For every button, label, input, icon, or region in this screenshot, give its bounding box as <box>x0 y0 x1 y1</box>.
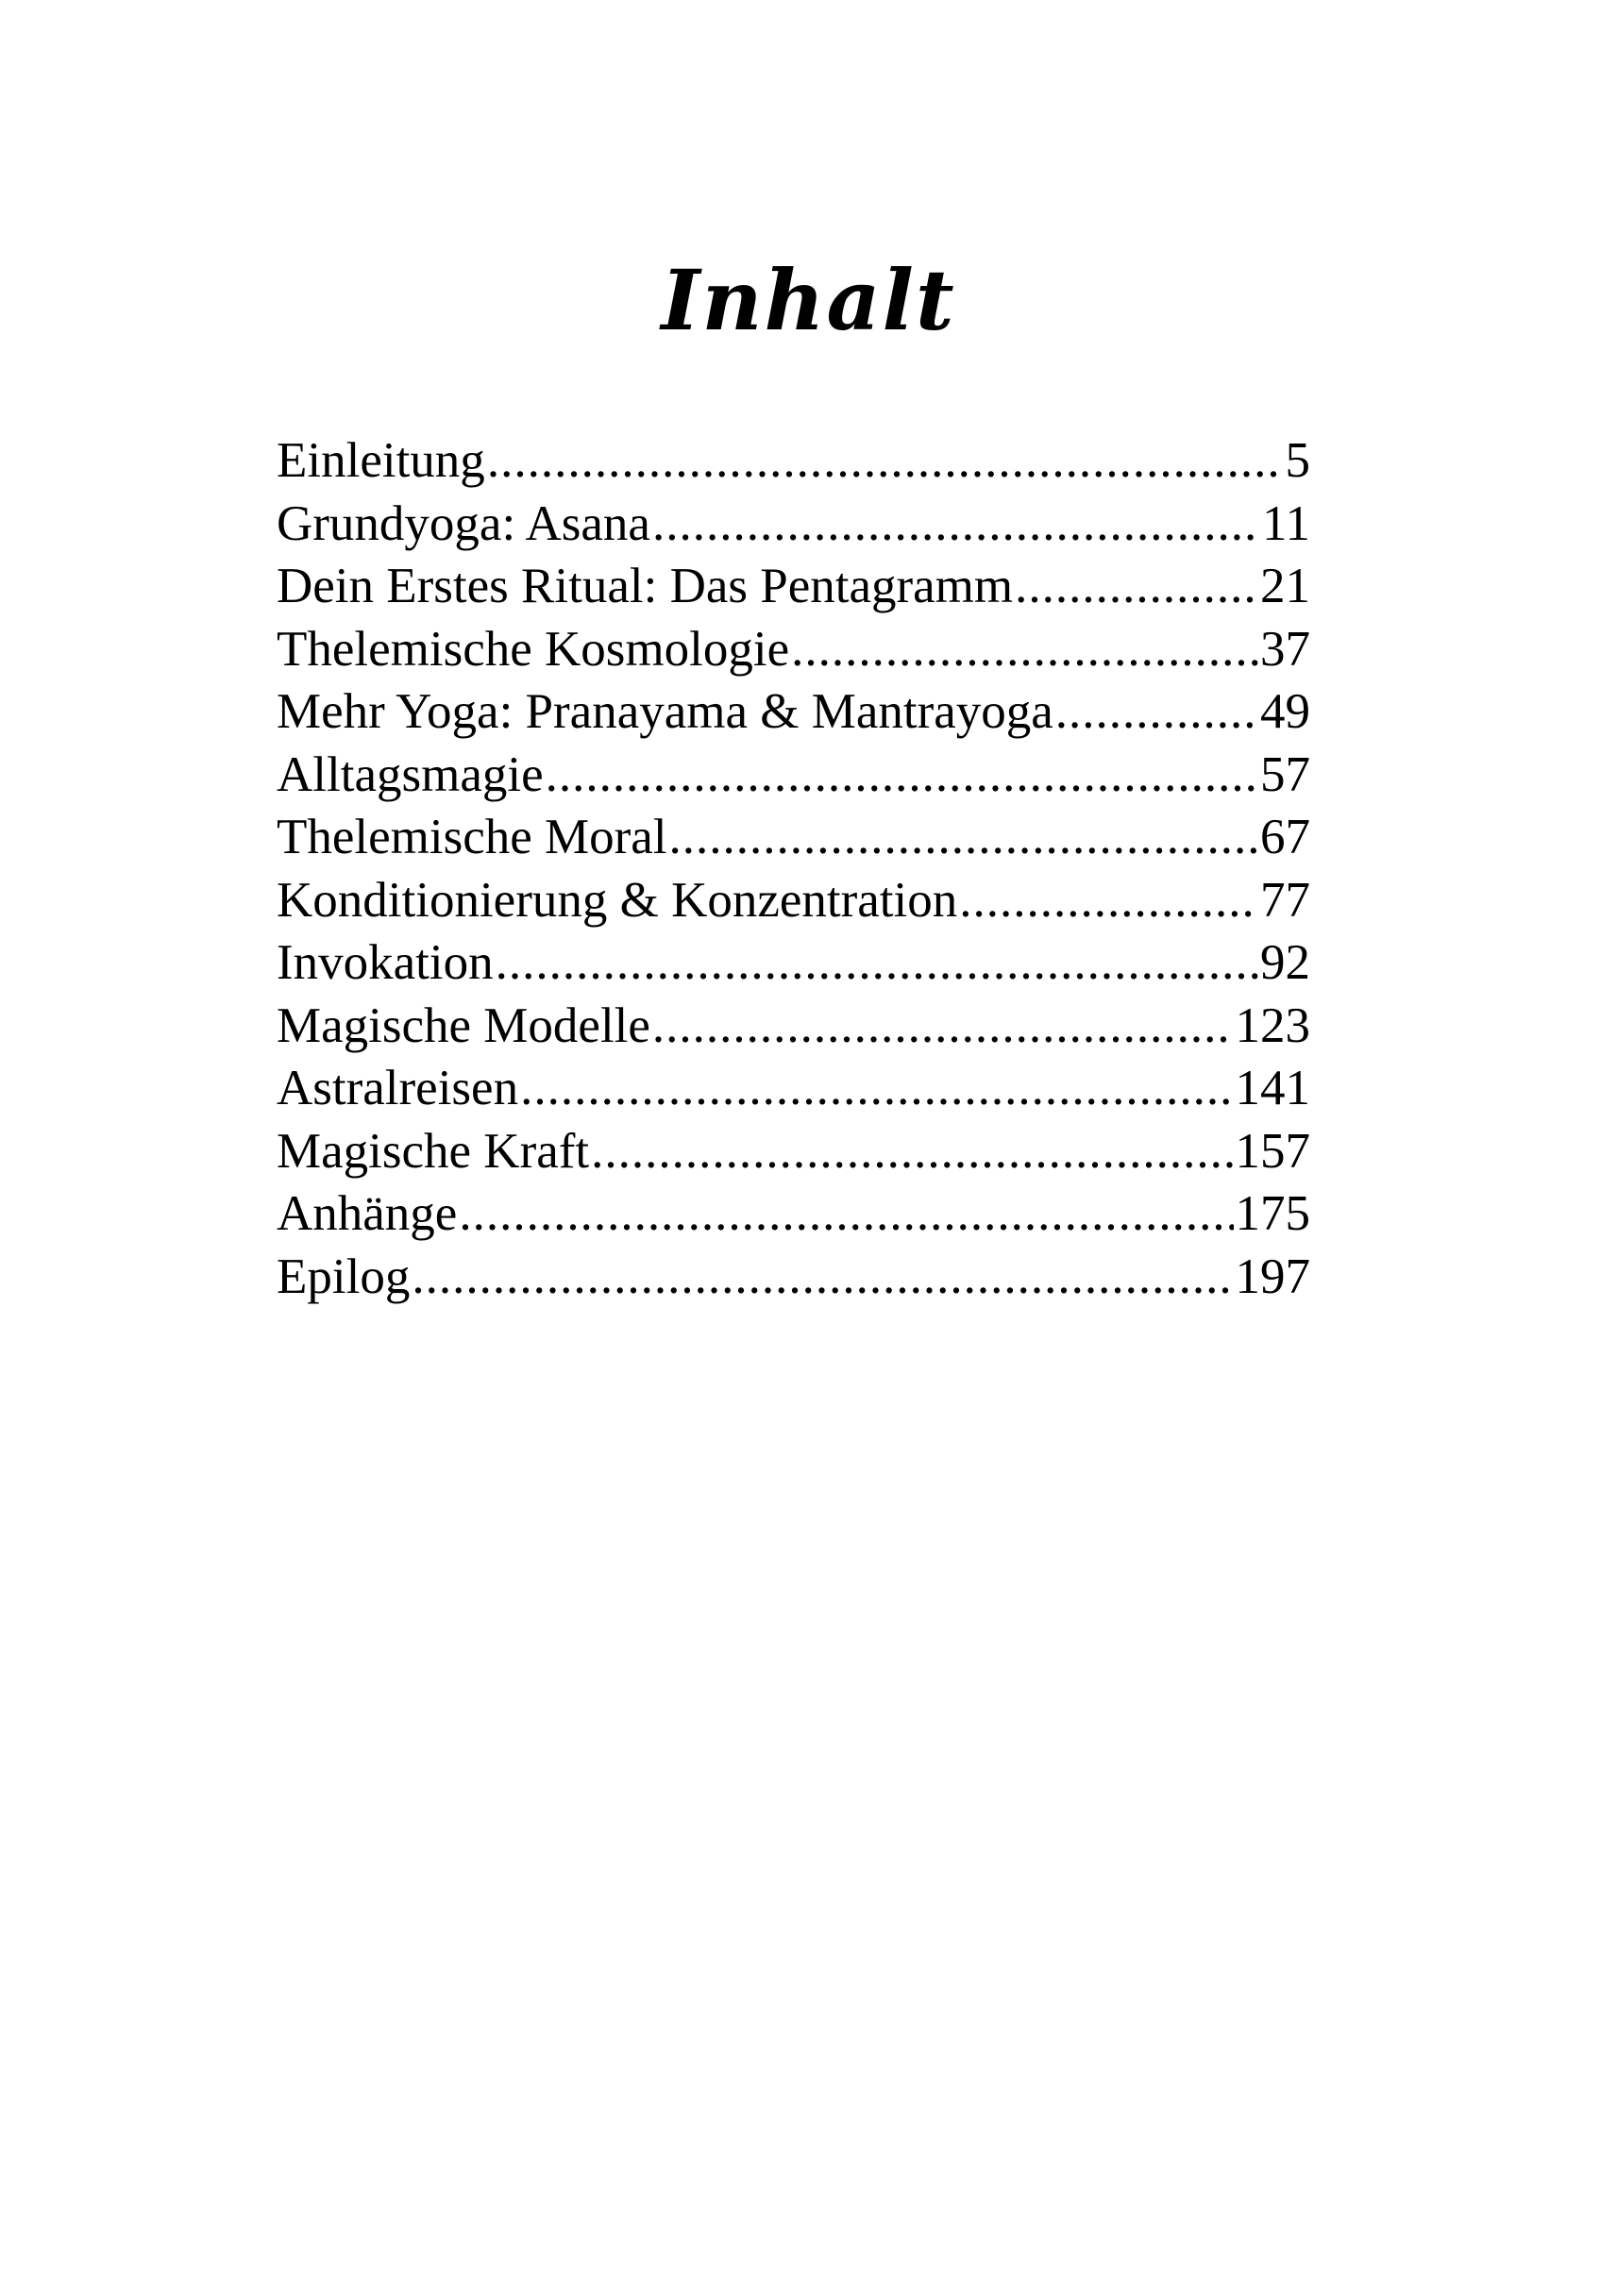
toc-entry-page: 123 <box>1235 997 1310 1053</box>
dot-leader <box>652 493 1260 556</box>
dot-leader <box>459 1182 1233 1246</box>
page-title: Inhalt <box>661 250 956 349</box>
dot-leader <box>412 1246 1233 1309</box>
toc-entry-label: Anhänge <box>277 1186 458 1241</box>
toc-entry-page: 157 <box>1235 1123 1310 1179</box>
toc-entry <box>277 429 1310 493</box>
toc-entry-label: Magische Modelle <box>277 997 650 1053</box>
toc-entry-page: 49 <box>1260 684 1310 739</box>
dot-leader <box>652 995 1234 1058</box>
toc-entry-page: 141 <box>1235 1061 1310 1115</box>
toc-entry <box>277 1120 1310 1183</box>
toc-entry-label: Thelemische Moral <box>277 810 667 864</box>
toc-entry <box>277 806 1310 869</box>
dot-leader <box>791 618 1258 681</box>
dot-leader <box>1055 680 1258 744</box>
toc-entry-page: 197 <box>1235 1249 1310 1304</box>
dot-leader <box>669 806 1258 869</box>
dot-leader <box>487 429 1284 493</box>
dot-leader <box>591 1120 1233 1183</box>
table-of-contents <box>277 429 1310 1308</box>
toc-entry <box>277 493 1310 556</box>
dot-leader <box>1015 555 1258 618</box>
toc-entry-page: 92 <box>1260 935 1310 990</box>
toc-entry-page: 5 <box>1285 433 1310 488</box>
toc-entry-label: Alltagsmagie <box>277 746 544 802</box>
toc-entry-label: Astralreisen <box>277 1061 519 1115</box>
toc-entry-label: Einleitung <box>277 433 485 488</box>
toc-entry-label: Thelemische Kosmologie <box>277 621 790 677</box>
toc-entry-label: Mehr Yoga: Pranayama & Mantrayoga <box>277 684 1053 739</box>
toc-entry-label: Dein Erstes Ritual: Das Pentagramm <box>277 559 1014 613</box>
toc-entry <box>277 744 1310 807</box>
toc-entry <box>277 1182 1310 1246</box>
toc-entry-page: 57 <box>1260 746 1310 802</box>
toc-entry-page: 77 <box>1260 872 1310 928</box>
toc-entry <box>277 995 1310 1058</box>
toc-entry <box>277 869 1310 932</box>
toc-entry-page: 67 <box>1260 810 1310 864</box>
toc-entry <box>277 1057 1310 1120</box>
toc-entry <box>277 931 1310 995</box>
dot-leader <box>959 869 1258 932</box>
toc-entry <box>277 555 1310 618</box>
dot-leader <box>520 1057 1233 1120</box>
dot-leader <box>496 931 1258 995</box>
toc-entry <box>277 618 1310 681</box>
toc-entry-page: 37 <box>1260 621 1310 677</box>
toc-entry-page: 21 <box>1260 559 1310 613</box>
toc-entry-label: Invokation <box>277 935 494 990</box>
toc-entry <box>277 1246 1310 1309</box>
toc-entry-label: Magische Kraft <box>277 1123 590 1179</box>
toc-entry-label: Grundyoga: Asana <box>277 495 650 551</box>
dot-leader <box>546 744 1258 807</box>
toc-entry <box>277 680 1310 744</box>
toc-entry-label: Epilog <box>277 1249 411 1304</box>
toc-entry-page: 175 <box>1235 1186 1310 1241</box>
toc-entry-label: Konditionierung & Konzentration <box>277 872 958 928</box>
toc-entry-page: 11 <box>1261 495 1310 551</box>
